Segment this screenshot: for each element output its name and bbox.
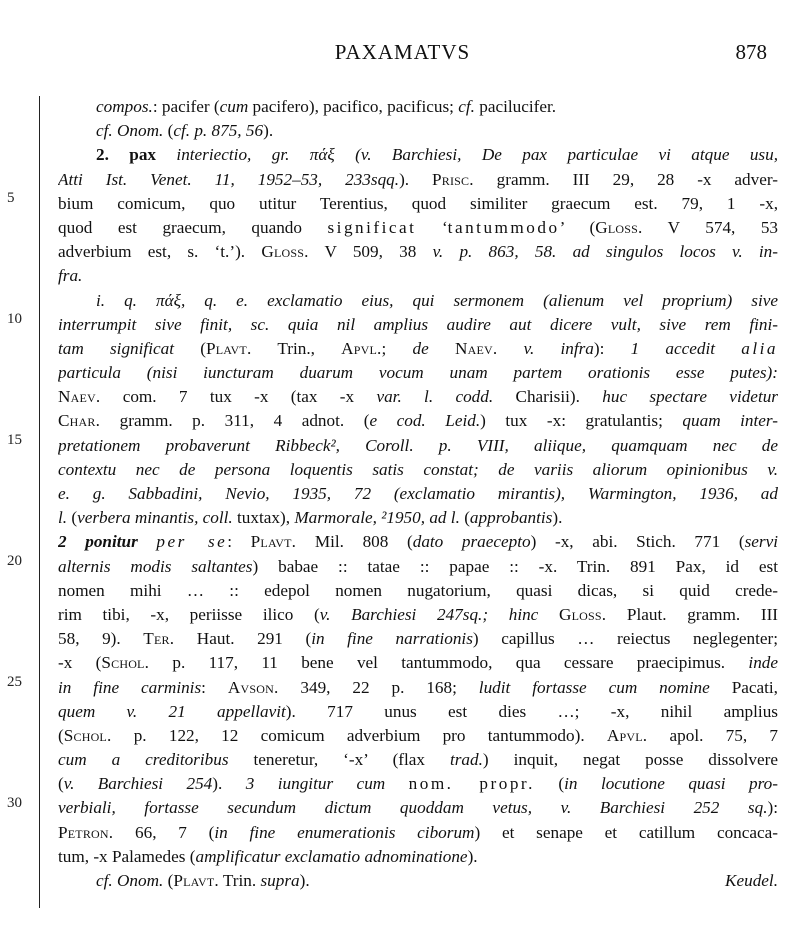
text-line: Atti Ist. Venet. 11, 1952–53, 233sqq.). Prisc. gramm. III 29, 28 -x adver- (58, 169, 778, 189)
text-line: quem v. 21 appellavit). 717 unus est dies …; -x, nihil amplius (58, 701, 778, 721)
text-line: tam significat (Plavt. Trin., Apvl.; de Naev. v. infra): 1 accedit alia (58, 338, 778, 358)
text-line: Naev. com. 7 tux -x (tax -x var. l. codd. Charisii). huc spectare videtur (58, 387, 778, 407)
text-line: bium comicum, quo utitur Terentius, quod similiter graecum est. 79, 1 -x, (58, 193, 778, 213)
text-line: in fine carminis: Avson. 349, 22 p. 168; ludit fortasse cum nomine Pacati, (58, 677, 778, 697)
text-line: alternis modis saltantes) babae :: tatae :: papae :: -x. Trin. 891 Pax, id est (58, 556, 778, 576)
margin-rule (39, 96, 40, 908)
line-number: 15 (7, 432, 22, 448)
line-number: 5 (7, 190, 15, 206)
text-line: e. g. Sabbadini, Nevio, 1935, 72 (exclamatio mirantis), Warmington, 1936, ad (58, 484, 778, 503)
line-number: 25 (7, 674, 22, 690)
text-line: pretationem probaverunt Ribbeck², Coroll. p. VIII, aliique, quamquam nec de (58, 435, 778, 455)
text-line: compos.: pacifer (cum pacifero), pacifico, pacificus; cf. pacilucifer. (96, 97, 557, 116)
line-number: 20 (7, 553, 22, 569)
text-line: adverbium est, s. ‘t.’). Gloss. V 509, 38 v. p. 863, 58. ad singulos locos v. in- (58, 242, 778, 262)
text-line: 58, 9). Ter. Haut. 291 (in fine narrationis) capillus … reiectus neglegenter; (58, 629, 778, 649)
line-number: 10 (7, 311, 22, 327)
text-line: cf. Onom. (Plavt. Trin. supra). Keudel. (58, 869, 778, 893)
text-line: i. q. πάξ, q. e. exclamatio eius, qui sermonem (alienum vel proprium) sive (96, 290, 778, 310)
text-line: cf. Onom. (cf. p. 875, 56). (96, 121, 274, 141)
lemma: 2. pax (96, 145, 157, 165)
text-line: nomen mihi … :: edepol nomen nugatorium, quasi dicas, si quid crede- (58, 580, 778, 600)
text-line: 2. pax interiectio, gr. πάξ (v. Barchiesi, De pax particulae vi atque usu, (96, 145, 778, 165)
text-line: Petron. 66, 7 (in fine enumerationis ciborum) et senape et catillum concaca- (58, 822, 778, 842)
author-signature: Keudel. (725, 871, 778, 890)
entry-text (58, 95, 778, 893)
text-line: particula (nisi iuncturam duarum vocum unam partem orationis esse putes): (58, 363, 778, 383)
text-line: rim tibi, -x, periisse ilico (v. Barchiesi 247sq.; hinc Gloss. Plaut. gramm. III (58, 604, 778, 624)
text-line: l. (verbera minantis, coll. tuxtax), Marmorale, ²1950, ad l. (approbantis). (58, 508, 563, 528)
text-line: cum a creditoribus teneretur, ‘-x’ (flax trad.) inquit, negat posse dissolvere (58, 750, 778, 770)
text-line: fra. (58, 266, 83, 286)
text-line: quod est graecum, quando significat ‘tantummodo’ (Gloss. V 574, 53 (58, 217, 778, 237)
text-line: (Schol. p. 122, 12 comicum adverbium pro tantummodo). Apvl. apol. 75, 7 (58, 725, 778, 745)
page-number: 878 (735, 40, 767, 64)
text-line: (v. Barchiesi 254). 3 iungitur cum nom. propr. (in locutione quasi pro- (58, 774, 778, 794)
text-line: interrumpit sive finit, sc. quia nil amplius audire aut dicere vult, sive rem fini- (58, 314, 778, 334)
line-number: 30 (7, 795, 22, 811)
text-line: 2 ponitur per se: Plavt. Mil. 808 (dato praecepto) -x, abi. Stich. 771 (servi (58, 532, 778, 552)
text-line: Char. gramm. p. 311, 4 adnot. (e cod. Leid.) tux -x: gratulantis; quam inter- (58, 411, 778, 431)
text-line: verbiali, fortasse secundum dictum quoddam vetus, v. Barchiesi 252 sq.): (58, 798, 778, 818)
text-line: tum, -x Palamedes (amplificatur exclamatio adnominatione). (58, 846, 478, 866)
text-line: -x (Schol. p. 117, 11 bene vel tantummodo, qua cessare praecipimus. inde (58, 653, 778, 673)
page-title: PAXAMATVS (334, 40, 471, 64)
text-line: contextu nec de persona loquentis satis constat; de variis aliorum opinionibus v. (58, 459, 778, 479)
